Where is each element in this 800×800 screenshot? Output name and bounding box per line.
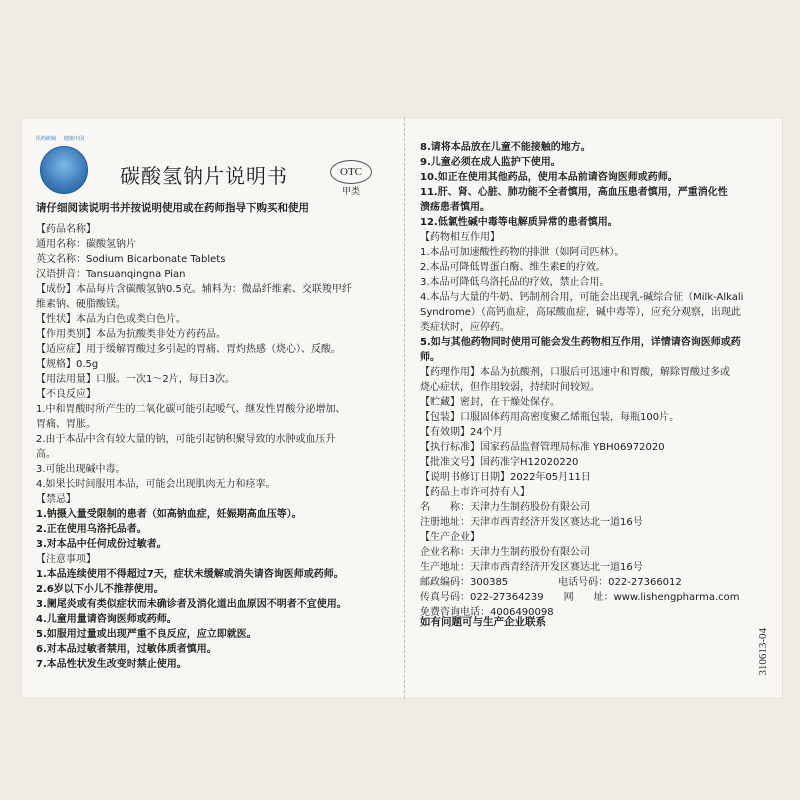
left_lines-3: 汉语拼音：Tansuanqingna Pian <box>36 269 186 280</box>
left_lines-12: 1.中和胃酸时所产生的二氧化碳可能引起嗳气、继发性胃酸分泌增加、 <box>36 404 346 415</box>
left_lines-19: 1.钠摄入量受限制的患者（如高钠血症，妊娠期高血压等）。 <box>36 509 302 520</box>
left_lines-22: 【注意事项】 <box>36 554 96 565</box>
left_lines-9: 【规格】0.5g <box>36 359 99 370</box>
left_lines-21: 3.对本品中任何成份过敏者。 <box>36 539 167 550</box>
left_lines-11: 【不良反应】 <box>36 389 96 400</box>
left_lines-26: 4.儿童用量请咨询医师或药师。 <box>36 614 177 625</box>
right_lines-3: 11.肝、肾、心脏、肺功能不全者慎用，高血压患者慎用，严重消化性 <box>420 187 728 198</box>
right_lines-24: 名 称：天津力生制药股份有限公司 <box>420 502 590 513</box>
left_lines-13: 胃痛、胃胀。 <box>36 419 96 430</box>
right_lines-17: 【贮藏】密封，在干燥处保存。 <box>420 397 560 408</box>
right_lines-13: 5.如与其他药物同时使用可能会发生药物相互作用，详情请咨询医师或药 <box>420 337 741 348</box>
right_lines-9: 3.本品可降低乌洛托品的疗效，禁止合用。 <box>420 277 610 288</box>
right_lines-14: 师。 <box>420 352 440 363</box>
right_lines-6: 【药物相互作用】 <box>420 232 500 243</box>
left_lines-24: 2.6岁以下小儿不推荐使用。 <box>36 584 164 595</box>
column-divider <box>404 118 405 698</box>
left_lines-1: 通用名称：碳酸氢钠片 <box>36 239 136 250</box>
right_lines-20: 【执行标准】国家药品监督管理局标准 YBH06972020 <box>420 442 665 453</box>
left_lines-28: 6.对本品过敏者禁用，过敏体质者慎用。 <box>36 644 217 655</box>
left_lines-16: 3.可能出现碱中毒。 <box>36 464 126 475</box>
document-title: 碳酸氢钠片说明书 <box>120 164 288 188</box>
left_lines-29: 7.本品性状发生改变时禁止使用。 <box>36 659 187 670</box>
left_lines-18: 【禁忌】 <box>36 494 76 505</box>
right_lines-18: 【包装】口服固体药用高密度聚乙烯瓶包装，每瓶100片。 <box>420 412 680 423</box>
right_lines-11: Syndrome）（高钙血症，高尿酸血症，碱中毒等），应充分观察，出现此 <box>420 307 741 318</box>
left_lines-7: 【作用类别】本品为抗酸类非处方药药品。 <box>36 329 226 340</box>
right_lines-19: 【有效期】24个月 <box>420 427 503 438</box>
left_lines-25: 3.阑尾炎或有类似症状而未确诊者及消化道出血原因不明者不宜使用。 <box>36 599 347 610</box>
right_lines-1: 9.儿童必须在成人监护下使用。 <box>420 157 561 168</box>
right_lines-21: 【批准文号】国药准字H12020220 <box>420 457 579 468</box>
left_lines-6: 【性状】本品为白色或类白色片。 <box>36 314 186 325</box>
left_lines-14: 2.由于本品中含有较大量的钠，可能引起钠积聚导致的水肿或血压升 <box>36 434 336 445</box>
right_lines-22: 【说明书修订日期】2022年05月11日 <box>420 472 591 483</box>
left_lines-10: 【用法用量】口服。一次1～2片，每日3次。 <box>36 374 236 385</box>
left_lines-0: 【药品名称】 <box>36 224 96 235</box>
right_lines-10: 4.本品与大量的牛奶、钙制剂合用，可能会出现乳-碱综合征（Milk-Alkali <box>420 292 744 303</box>
right_lines-4: 溃疡患者慎用。 <box>420 202 490 213</box>
left_lines-20: 2.正在使用乌洛托品者。 <box>36 524 147 535</box>
company-logo <box>36 136 90 198</box>
right_lines-23: 【药品上市许可持有人】 <box>420 487 530 498</box>
right_lines-0: 8.请将本品放在儿童不能接触的地方。 <box>420 142 591 153</box>
right_lines-7: 1.本品可加速酸性药物的排泄（如阿司匹林）。 <box>420 247 625 258</box>
right_lines-15: 【药理作用】本品为抗酸剂，口服后可迅速中和胃酸，解除胃酸过多或 <box>420 367 730 378</box>
left_lines-15: 高。 <box>36 449 56 460</box>
logo-text-b: 健康中国 <box>64 136 85 142</box>
otc-badge: OTC <box>330 160 372 184</box>
left_lines-4: 【成份】本品每片含碳酸氢钠0.5克。辅料为：微晶纤维素、交联羧甲纤 <box>36 284 352 295</box>
otc-class-label: 甲类 <box>342 187 361 197</box>
right_lines-27: 企业名称：天津力生制药股份有限公司 <box>420 547 590 558</box>
contact-note: 如有问题可与生产企业联系 <box>420 616 546 628</box>
right-column <box>420 140 772 620</box>
right_lines-25: 注册地址：天津市西青经济开发区赛达北一道16号 <box>420 517 643 528</box>
right_lines-30: 传真号码：022-27364239 网 址：www.lishengpharma.com <box>420 592 740 603</box>
left_lines-8: 【适应症】用于缓解胃酸过多引起的胃痛、胃灼热感（烧心）、反酸。 <box>36 344 341 355</box>
left_lines-23: 1.本品连续使用不得超过7天，症状未缓解或消失请咨询医师或药师。 <box>36 569 344 580</box>
left_lines-2: 英文名称：Sodium Bicarbonate Tablets <box>36 254 226 265</box>
right_lines-8: 2.本品可降低胃蛋白酶、维生素E的疗效。 <box>420 262 606 273</box>
usage-warning: 请仔细阅读说明书并按说明使用或在药师指导下购买和使用 <box>36 202 309 214</box>
document-code: 310613-04 <box>757 628 769 676</box>
logo-emblem-icon <box>40 146 88 194</box>
right_lines-31: 免费咨询电话：4006490098 <box>420 607 554 618</box>
left-column <box>36 222 396 672</box>
left_lines-17: 4.如果长时间服用本品，可能会出现肌肉无力和痉挛。 <box>36 479 276 490</box>
left_lines-27: 5.如服用过量或出现严重不良反应，应立即就医。 <box>36 629 257 640</box>
right_lines-28: 生产地址：天津市西青经济开发区赛达北一道16号 <box>420 562 643 573</box>
right_lines-2: 10.如正在使用其他药品，使用本品前请咨询医师或药师。 <box>420 172 678 183</box>
right_lines-5: 12.低氯性碱中毒等电解质异常的患者慎用。 <box>420 217 618 228</box>
right_lines-16: 烧心症状，但作用较弱，持续时间较短。 <box>420 382 600 393</box>
right_lines-26: 【生产企业】 <box>420 532 480 543</box>
logo-text-a: 医药研制 <box>36 136 57 142</box>
right_lines-29: 邮政编码：300385 电话号码：022-27366012 <box>420 577 682 588</box>
right_lines-12: 类症状时，应停药。 <box>420 322 510 333</box>
left_lines-5: 维素钠、硬脂酸镁。 <box>36 299 126 310</box>
